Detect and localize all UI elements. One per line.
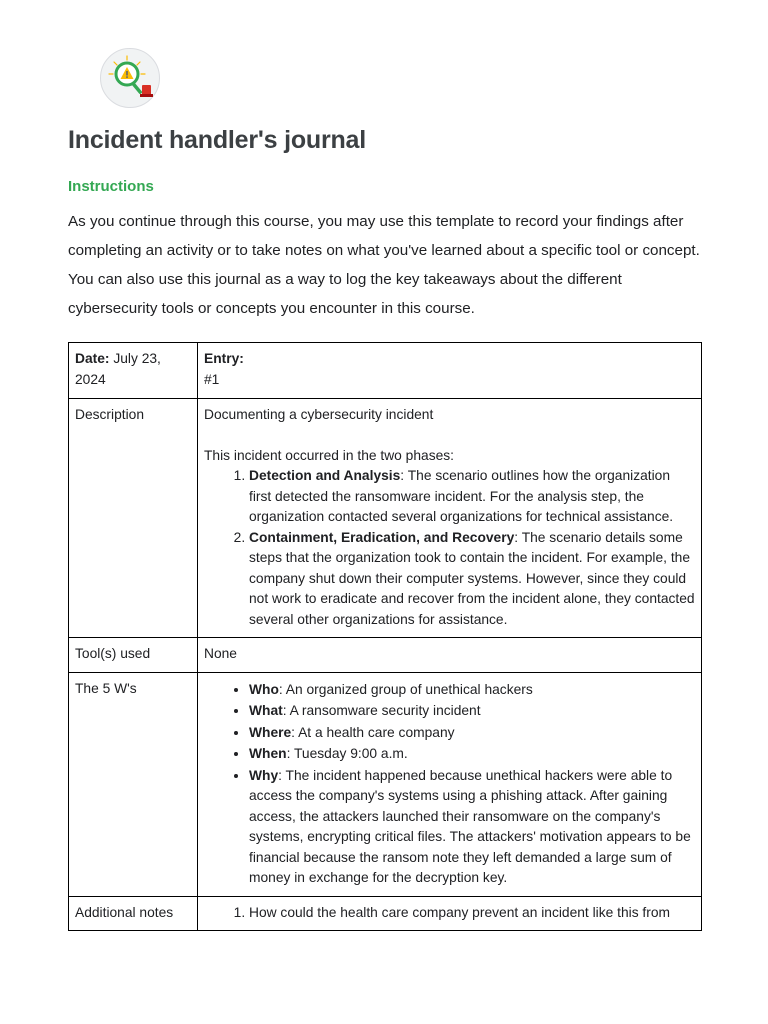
entry-cell <box>198 343 702 399</box>
description-cell <box>198 399 702 638</box>
entry-label: Entry: <box>204 351 244 366</box>
phase-name: Detection and Analysis <box>249 468 401 483</box>
five-ws-list <box>204 679 695 889</box>
w-item <box>249 722 695 744</box>
phase-text: : The scenario outlines how the organization first detected the ransomware incident. For the analysis step, the organization contacted several organizations for technical assistance. <box>249 468 674 524</box>
incident-magnifier-logo-icon <box>100 48 160 108</box>
w-name: Who <box>249 681 279 697</box>
description-label: Description <box>69 399 198 638</box>
date-entry-row <box>69 343 702 399</box>
w-item <box>249 679 695 701</box>
w-text: : The incident happened because unethical hackers were able to access the company's systems using a phishing attack. After gaining access, the attackers launched their ransomware on the company's systems, encrypting critical files. The attackers' motivation appears to be financial because the ransom note they left demanded a large sum of money in exchange for the decryption key. <box>249 767 691 885</box>
w-text: : At a health care company <box>291 724 455 740</box>
w-text: : Tuesday 9:00 a.m. <box>286 746 408 761</box>
five-ws-row <box>69 672 702 896</box>
five-ws-cell <box>198 672 702 896</box>
description-intro: This incident occurred in the two phases: <box>204 447 455 463</box>
w-text: : A ransomware security incident <box>282 703 481 718</box>
instructions-heading: Instructions <box>68 178 154 195</box>
date-label: Date: <box>75 351 110 366</box>
notes-cell <box>198 896 702 931</box>
notes-label: Additional notes <box>69 896 198 931</box>
notes-list <box>204 903 695 924</box>
five-ws-label: The 5 W's <box>69 672 198 896</box>
w-name: When <box>249 746 287 761</box>
instructions-text: As you continue through this course, you may use this template to record your findings after completing an activity or to take notes on what you've learned about a specific tool or concept. You can also use this journal as a way to log the key takeaways about the different cybersecurity tools or concepts you encounter in this course. <box>68 213 700 317</box>
note-item: 1. How could the health care company prevent an incident like this from <box>249 903 695 924</box>
notes-row <box>69 896 702 931</box>
phase-item <box>249 528 695 631</box>
tools-label: Tool(s) used <box>69 638 198 673</box>
phase-name: Containment, Eradication, and Recovery <box>249 529 515 545</box>
w-item <box>249 700 695 722</box>
w-name: What <box>249 703 283 718</box>
phase-item <box>249 466 695 528</box>
w-text: : An organized group of unethical hackers <box>278 681 533 697</box>
phase-text: : The scenario details some steps that the organization took to contain the incident. For example, the company shut down their computer systems. However, since they could not work to eradicate and recover from the incident alone, they contacted several other organizations for assistance. <box>249 529 695 627</box>
entry-value: #1 <box>204 371 220 387</box>
w-item <box>249 743 695 765</box>
description-row <box>69 399 702 638</box>
tools-value: None <box>198 638 702 673</box>
tools-row <box>69 638 702 673</box>
w-name: Where <box>249 724 292 740</box>
date-value: July 23, 2024 <box>75 351 161 387</box>
date-cell <box>69 343 198 399</box>
description-title: Documenting a cybersecurity incident <box>204 407 434 422</box>
w-item <box>249 765 695 889</box>
phase-list <box>204 466 695 630</box>
page-title: Incident handler's journal <box>68 126 367 154</box>
journal-table <box>68 342 702 931</box>
w-name: Why <box>249 767 279 783</box>
